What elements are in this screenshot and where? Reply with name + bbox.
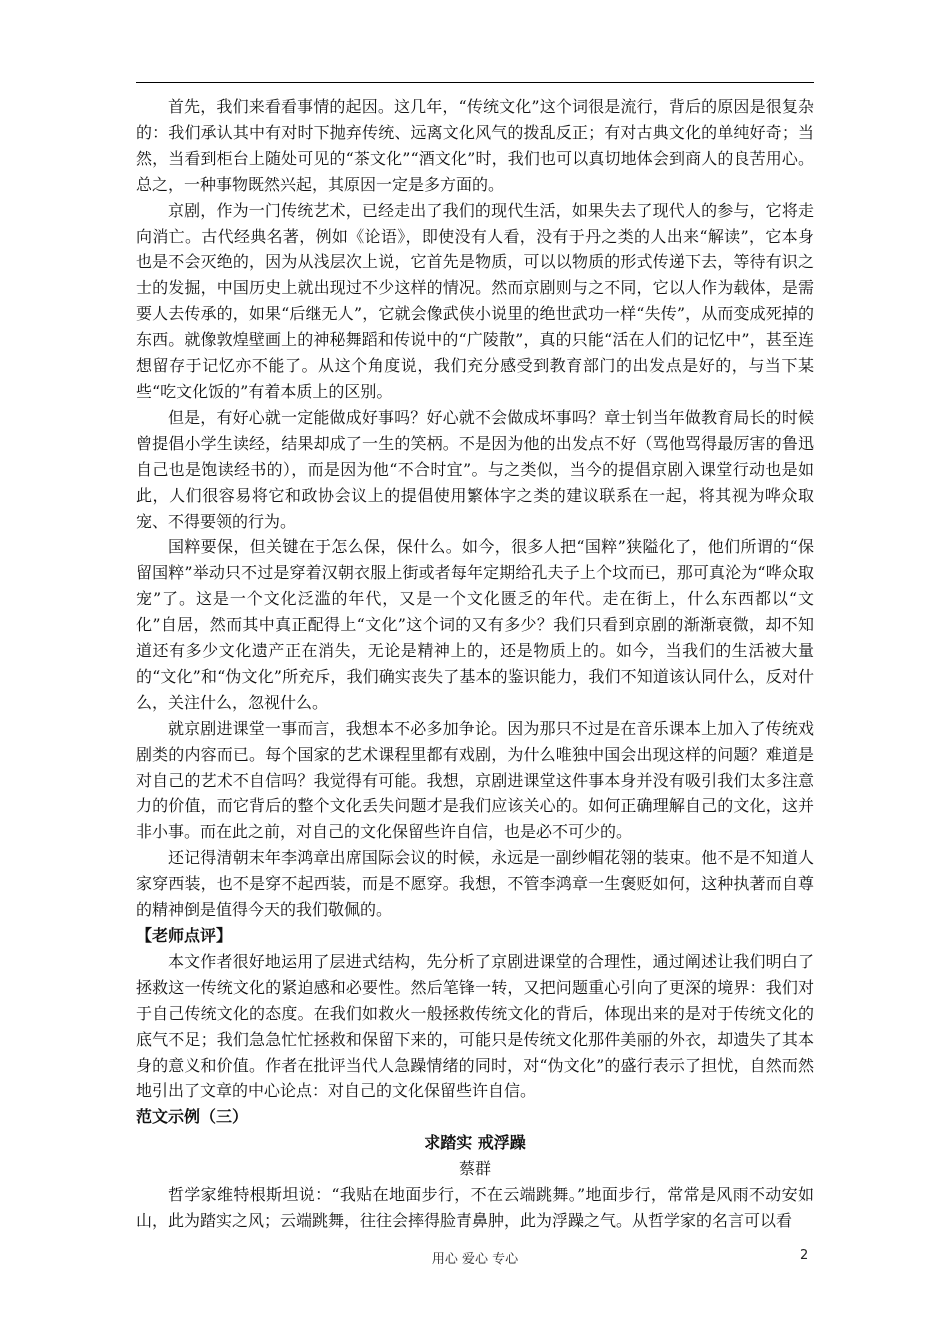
- teacher-comment: 本文作者很好地运用了层进式结构，先分析了京剧进课堂的合理性，通过阐述让我们明白了拯救这一传统文化的紧迫感和必要性。然后笔锋一转，又把问题重心引向了更深的境界：我们对于自己传统文化的态度。在我们如救火一般拯救传统文化的背后，体现出来的是对于传统文化的底气不足；我们急急忙忙拯救和保留下来的，可能只是传统文化那件美丽的外衣，却遗失了其本身的意义和价值。作者在批评当代人急躁情绪的同时，对“伪文化”的盛行表示了担忧，自然而然地引出了文章的中心论点：对自己的文化保留些许自信。: [136, 951, 814, 1101]
- essay-author: 蔡群: [458, 1159, 491, 1179]
- paragraph-4: 国粹要保，但关键在于怎么保，保什么。如今，很多人把“国粹”狭隘化了，他们所谓的“保留国粹”举动只不过是穿着汉朝衣服上街或者每年定期给孔夫子上个坟而已，那可真沦为“哗众取宠”了。这是一个文化泛滥的年代，又是一个文化匮乏的年代。走在街上，什么东西都以“文化”自居，然而其中真正配得上“文化”这个词的又有多少？我们只看到京剧的渐渐衰微，却不知道还有多少文化遗产正在消失，无论是精神上的，还是物质上的。如今，当我们的生活被大量的“文化”和“伪文化”所充斥，我们确实丧失了基本的鉴识能力，我们不知道该认同什么，反对什么，关注什么，忽视什么。: [136, 537, 814, 712]
- sample-heading: 范文示例（三）: [136, 1107, 249, 1127]
- header-rule: [136, 82, 814, 83]
- essay-opening: 哲学家维特根斯坦说：“我贴在地面步行，不在云端跳舞。”地面步行，常常是风雨不动安如山，此为踏实之风；云端跳舞，往往会摔得脸青鼻肿，此为浮躁之气。从哲学家的名言可以看: [136, 1185, 814, 1230]
- paragraph-5: 就京剧进课堂一事而言，我想本不必多加争论。因为那只不过是在音乐课本上加入了传统戏剧类的内容而已。每个国家的艺术课程里都有戏剧，为什么唯独中国会出现这样的问题？难道是对自己的艺术不自信吗？我觉得有可能。我想，京剧进课堂这件事本身并没有吸引我们太多注意力的价值，而它背后的整个文化丢失问题才是我们应该关心的。如何正确理解自己的文化，这并非小事。而在此之前，对自己的文化保留些许自信，也是必不可少的。: [136, 718, 814, 842]
- paragraph-3: 但是，有好心就一定能做成好事吗？好心就不会做成坏事吗？章士钊当年做教育局长的时候曾提倡小学生读经，结果却成了一生的笑柄。不是因为他的出发点不好（骂他骂得最厉害的鲁迅自己也是饱读经书的），而是因为他“不合时宜”。与之类似，当今的提倡京剧入课堂行动也是如此，人们很容易将它和政协会议上的提倡使用繁体字之类的建议联系在一起，将其视为哗众取宠、不得要领的行为。: [136, 407, 814, 531]
- document-body: [136, 94, 814, 1234]
- footer-text: 用心 爱心 专心: [431, 1252, 519, 1267]
- comment-heading: 【老师点评】: [136, 926, 233, 945]
- paragraph-2: 京剧，作为一门传统艺术，已经走出了我们的现代生活，如果失去了现代人的参与，它将走向消亡。古代经典名著，例如《论语》，即使没有人看，没有于丹之类的人出来“解读”，它本身也是不会灭绝的，因为从浅层次上说，它首先是物质，可以以物质的形式传递下去，等待有识之士的发掘，中国历史上就出现过不少这样的情况。然而京剧则与之不同，它以人作为载体，是需要人去传承的，如果“后继无人”，它就会像武侠小说里的绝世武功一样“失传”，从而变成死掉的东西。就像敦煌壁画上的神秘舞蹈和传说中的“广陵散”，真的只能“活在人们的记忆中”，甚至连想留存于记忆亦不能了。从这个角度说，我们充分感受到教育部门的出发点是好的，与当下某些“吃文化饭的”有着本质上的区别。: [136, 200, 814, 401]
- essay-title: 求踏实 戒浮躁: [424, 1133, 526, 1153]
- paragraph-1: 首先，我们来看看事情的起因。这几年，“传统文化”这个词很是流行，背后的原因是很复杂的：我们承认其中有对时下抛弃传统、远离文化风气的拨乱反正；有对古典文化的单纯好奇；当然，当看到柜台上随处可见的“茶文化”“酒文化”时，我们也可以真切地体会到商人的良苦用心。总之，一种事物既然兴起，其原因一定是多方面的。: [136, 97, 814, 194]
- page-number: 2: [800, 1248, 809, 1263]
- paragraph-6: 还记得清朝末年李鸿章出席国际会议的时候，永远是一副纱帽花翎的装束。他不是不知道人家穿西装，也不是穿不起西装，而是不愿穿。我想，不管李鸿章一生褒贬如何，这种执著而自尊的精神倒是值得今天的我们敬佩的。: [136, 848, 814, 920]
